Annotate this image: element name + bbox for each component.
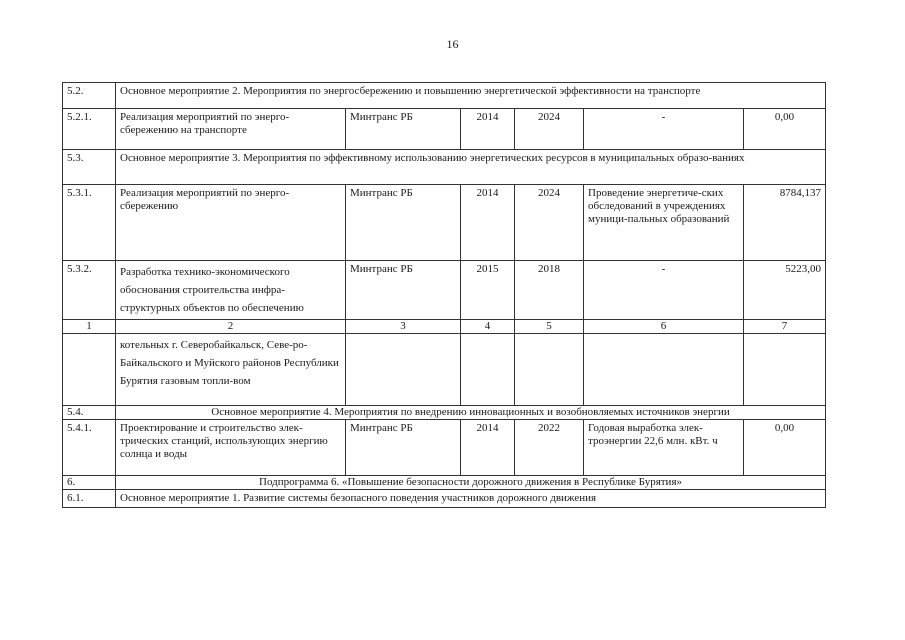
expected-result: -: [584, 261, 744, 320]
empty-cell: [346, 334, 461, 406]
table-row: [63, 150, 826, 185]
expected-result: Проведение энергетиче-ских обследований в учреждениях муници-пальных образований: [584, 185, 744, 261]
column-number: 7: [744, 320, 826, 334]
row-number: 5.4.: [63, 406, 116, 420]
executor: Минтранс РБ: [346, 420, 461, 476]
end-year: 2024: [515, 109, 584, 150]
funding-amount: 0,00: [744, 420, 826, 476]
table-row: [63, 261, 826, 320]
row-number: 6.: [63, 476, 116, 490]
row-number: 5.4.1.: [63, 420, 116, 476]
table-row: [63, 420, 826, 476]
start-year: 2014: [461, 109, 515, 150]
row-number: 5.3.: [63, 150, 116, 185]
table-row: [63, 334, 826, 406]
funding-amount: 0,00: [744, 109, 826, 150]
main-activity-title: Основное мероприятие 3. Мероприятия по эффективному использованию энергетических ресурсов в муниципальных образо-ваниях: [116, 150, 826, 185]
activity-name: Реализация мероприятий по энерго-сбережению на транспорте: [116, 109, 346, 150]
start-year: 2015: [461, 261, 515, 320]
empty-cell: [515, 334, 584, 406]
empty-cell: [461, 334, 515, 406]
table-row: [63, 185, 826, 261]
empty-cell: [744, 334, 826, 406]
start-year: 2014: [461, 185, 515, 261]
row-number: 5.2.1.: [63, 109, 116, 150]
table-row: [63, 109, 826, 150]
column-number: 5: [515, 320, 584, 334]
executor: Минтранс РБ: [346, 109, 461, 150]
column-number: 6: [584, 320, 744, 334]
activity-name-continued: котельных г. Северобайкальск, Севе-ро-Байкальского и Муйского районов Республики Бурятия газовым топли-вом: [116, 334, 346, 406]
page-number: 16: [446, 37, 459, 51]
column-number: 1: [63, 320, 116, 334]
column-number: 3: [346, 320, 461, 334]
end-year: 2022: [515, 420, 584, 476]
table-row: [63, 83, 826, 109]
table-row: [63, 490, 826, 508]
executor: Минтранс РБ: [346, 185, 461, 261]
executor: Минтранс РБ: [346, 261, 461, 320]
column-number-row: [63, 320, 826, 334]
main-activity-title: Основное мероприятие 4. Мероприятия по внедрению инновационных и возобновляемых источников энергии: [116, 406, 826, 420]
column-number: 2: [116, 320, 346, 334]
empty-cell: [584, 334, 744, 406]
table-row: [63, 476, 826, 490]
funding-amount: 5223,00: [744, 261, 826, 320]
table-row: [63, 406, 826, 420]
end-year: 2018: [515, 261, 584, 320]
row-number: 6.1.: [63, 490, 116, 508]
row-number-empty: [63, 334, 116, 406]
row-number: 5.3.1.: [63, 185, 116, 261]
activity-name: Реализация мероприятий по энерго-сбережению: [116, 185, 346, 261]
activity-name: Проектирование и строительство элек-трических станций, использующих энергию солнца и воды: [116, 420, 346, 476]
activity-name: Разработка технико-экономического обоснования строительства инфра-структурных объектов по обеспечению: [116, 261, 346, 320]
funding-amount: 8784,137: [744, 185, 826, 261]
start-year: 2014: [461, 420, 515, 476]
column-number: 4: [461, 320, 515, 334]
subprogram-title: Подпрограмма 6. «Повышение безопасности дорожного движения в Республике Бурятия»: [116, 476, 826, 490]
expected-result: -: [584, 109, 744, 150]
main-activity-title: Основное мероприятие 2. Мероприятия по энергосбережению и повышению энергетической эффективности на транспорте: [116, 83, 826, 109]
row-number: 5.3.2.: [63, 261, 116, 320]
main-activity-title: Основное мероприятие 1. Развитие системы безопасного поведения участников дорожного движения: [116, 490, 826, 508]
program-activities-table: [62, 82, 826, 508]
end-year: 2024: [515, 185, 584, 261]
row-number: 5.2.: [63, 83, 116, 109]
expected-result: Годовая выработка элек-троэнергии 22,6 млн. кВт. ч: [584, 420, 744, 476]
